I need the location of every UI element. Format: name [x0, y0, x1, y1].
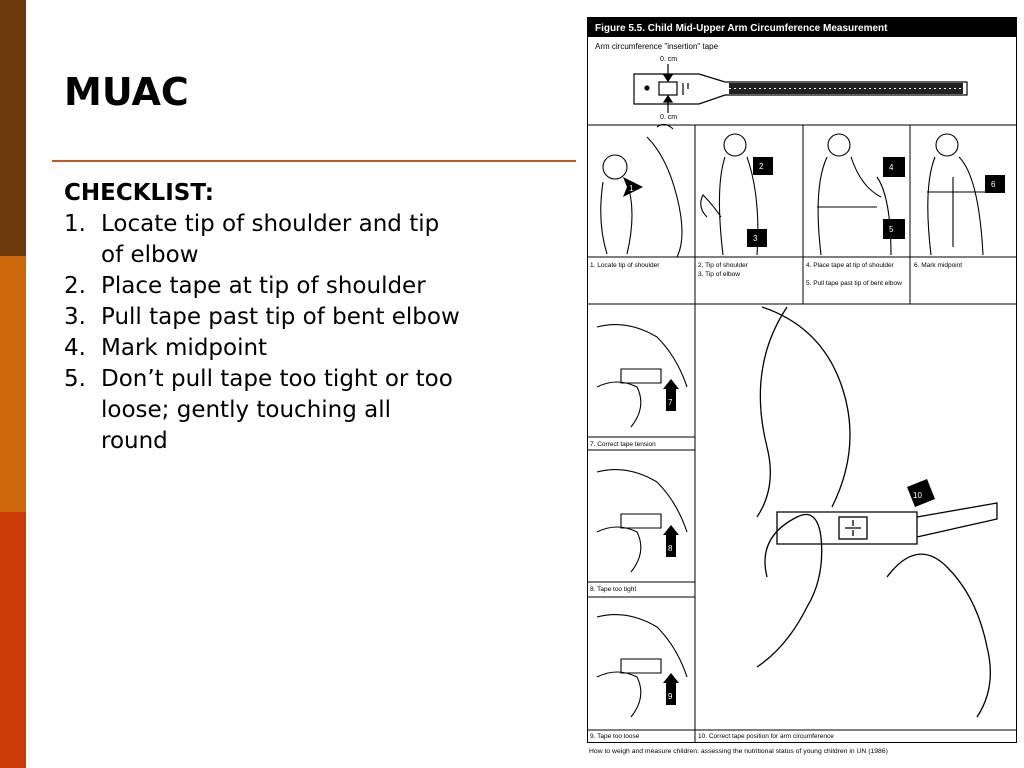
checklist-step — [64, 209, 464, 271]
checklist-step — [64, 333, 464, 364]
step-number: 5. — [64, 366, 86, 392]
step-number: 3. — [64, 304, 86, 330]
caption-6: 6. Mark midpoint — [914, 262, 963, 269]
accent-bar-top — [0, 0, 26, 256]
caption-10: 10. Correct tape position for arm circumference — [698, 733, 834, 740]
tape-label: Arm circumference "insertion" tape — [595, 42, 719, 51]
caption-1: 1. Locate tip of shoulder — [590, 262, 660, 269]
caption-4: 4. Place tape at tip of shoulder — [806, 262, 894, 269]
badge-4 — [883, 157, 905, 177]
step-text: Don’t pull tape too tight or too loose; gently touching all round — [101, 366, 453, 454]
badge-6 — [985, 175, 1005, 193]
caption-7: 7. Correct tape tension — [590, 441, 656, 448]
svg-text:3: 3 — [753, 234, 758, 243]
step-number: 4. — [64, 335, 86, 361]
step-text: Place tape at tip of shoulder — [101, 273, 426, 299]
figure-source: How to weigh and measure children: assessing the nutritional status of young children in UN (1986) — [589, 748, 888, 755]
svg-text:2: 2 — [759, 162, 764, 171]
zero-cm-top: 0. cm — [660, 56, 678, 63]
step-number: 2. — [64, 273, 86, 299]
caption-5: 5. Pull tape past tip of bent elbow — [806, 280, 902, 287]
step-number: 1. — [64, 211, 86, 237]
muac-figure — [587, 17, 1017, 759]
step-text: Pull tape past tip of bent elbow — [101, 304, 460, 330]
figure-header: Figure 5.5. Child Mid-Upper Arm Circumference Measurement — [595, 23, 888, 34]
checklist — [64, 178, 464, 457]
svg-text:1: 1 — [629, 184, 634, 193]
accent-bar-bottom — [0, 512, 26, 768]
slide-title: MUAC — [64, 70, 189, 114]
svg-text:6: 6 — [991, 180, 996, 189]
svg-text:8: 8 — [668, 544, 673, 553]
svg-text:9: 9 — [668, 692, 673, 701]
badge-2 — [753, 157, 773, 175]
zero-cm-bottom: 0. cm — [660, 114, 678, 121]
accent-bar-middle — [0, 256, 26, 512]
caption-8: 8. Tape too tight — [590, 586, 637, 593]
caption-9: 9. Tape too loose — [590, 733, 640, 740]
caption-3: 3. Tip of elbow — [698, 271, 740, 278]
svg-text:10: 10 — [913, 491, 922, 500]
badge-3 — [747, 229, 767, 247]
checklist-step — [64, 302, 464, 333]
title-divider — [52, 160, 576, 162]
checklist-step — [64, 364, 464, 457]
svg-text:4: 4 — [889, 163, 894, 172]
step-text: Mark midpoint — [101, 335, 268, 361]
checklist-step — [64, 271, 464, 302]
badge-5 — [883, 219, 905, 239]
svg-text:5: 5 — [889, 225, 894, 234]
checklist-steps — [64, 209, 464, 457]
checklist-heading: CHECKLIST: — [64, 180, 214, 206]
svg-text:7: 7 — [668, 398, 673, 407]
figure-frame — [588, 18, 1017, 743]
step-text: Locate tip of shoulder and tip of elbow — [101, 211, 440, 268]
caption-2: 2. Tip of shoulder — [698, 262, 748, 269]
